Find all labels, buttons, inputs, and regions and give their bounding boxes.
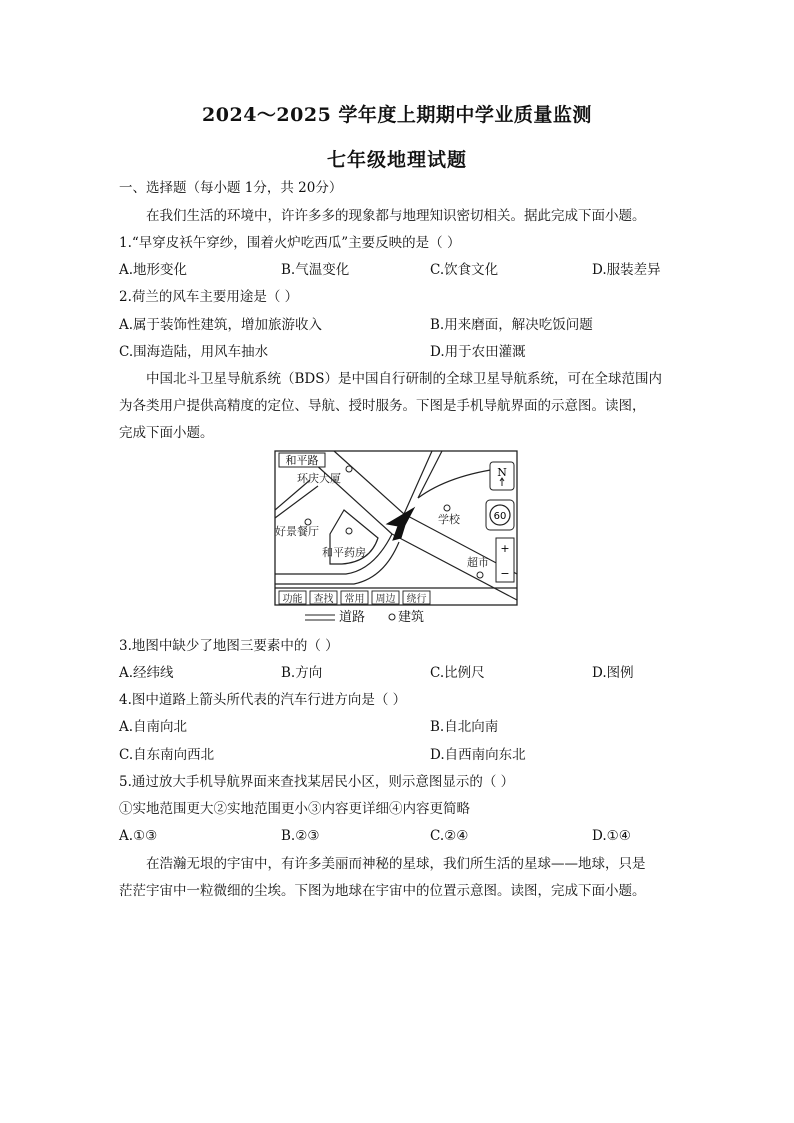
speed-limit-value: 60 [493,511,507,522]
question-5-stem: 5.通过放大手机导航界面来查找某居民小区，则示意图显示的（ ） [119,774,515,790]
passage-2-line-3: 完成下面小题。 [119,425,214,441]
map-building-huanqing: 环庆大厦 [297,472,341,485]
question-2-option-d: D.用于农田灌溉 [430,344,526,360]
question-2-stem: 2.荷兰的风车主要用途是（ ） [119,289,299,305]
section-intro: 在我们生活的环境中，许许多多的现象都与地理知识密切相关。据此完成下面小题。 [146,208,646,224]
question-3-stem: 3.地图中缺少了地图三要素中的（ ） [119,638,339,654]
navigation-map-figure [274,450,518,606]
question-1-option-c: C.饮食文化 [430,262,499,278]
passage-2-line-2: 为各类用户提供高精度的定位、导航、授时服务。下图是手机导航界面的示意图。读图， [119,398,646,414]
question-1-option-d: D.服装差异 [592,262,661,278]
legend-road-symbol [305,611,335,625]
map-button-nearby[interactable]: 周边 [375,594,396,605]
passage-3-line-1: 在浩瀚无垠的宇宙中，有许多美丽而神秘的星球，我们所生活的星球——地球，只是 [146,856,646,872]
map-building-heping-pharmacy: 和平药房 [322,546,366,559]
question-4-option-a: A.自南向北 [119,719,188,735]
question-1-option-a: A.地形变化 [119,262,188,278]
question-2-option-a: A.属于装饰性建筑，增加旅游收入 [119,317,323,333]
map-button-common[interactable]: 常用 [344,594,365,605]
passage-3-line-2: 茫茫宇宙中一粒微细的尘埃。下图为地球在宇宙中的位置示意图。读图，完成下面小题。 [119,883,646,899]
zoom-in-button[interactable]: + [500,542,510,555]
section-heading: 一、选择题（每小题 1分，共 20分） [119,180,343,196]
zoom-out-button[interactable]: − [500,567,510,580]
question-4-stem: 4.图中道路上箭头所代表的汽车行进方向是（ ） [119,692,407,708]
question-5-option-d: D.①④ [592,828,631,844]
question-3-option-a: A.经纬线 [119,665,174,681]
question-3-option-c: C.比例尺 [430,665,485,681]
question-5-option-a: A.①③ [119,828,158,844]
question-5-option-c: C.②④ [430,828,469,844]
legend-building-icon [387,612,397,622]
question-2-option-c: C.围海造陆，用风车抽水 [119,344,269,360]
map-button-function[interactable]: 功能 [282,594,303,605]
map-building-haojing: 好景餐厅 [275,525,319,538]
map-road-label: 和平路 [285,454,319,467]
map-building-supermarket: 超市 [467,556,489,569]
legend-building-label: 建筑 [398,610,425,625]
map-button-detour[interactable]: 绕行 [406,594,427,605]
exam-title: 2024～2025 学年度上期期中学业质量监测 [202,104,592,126]
map-building-school: 学校 [438,513,460,526]
question-2-option-b: B.用来磨面，解决吃饭问题 [430,317,593,333]
question-5-option-b: B.②③ [281,828,320,844]
question-1-stem: 1.“早穿皮袄午穿纱，围着火炉吃西瓜”主要反映的是（ ） [119,235,461,251]
question-4-option-d: D.自西南向东北 [430,747,526,763]
question-5-choices: ①实地范围更大②实地范围更小③内容更详细④内容更简略 [119,801,470,817]
passage-2-line-1: 中国北斗卫星导航系统（BDS）是中国自行研制的全球卫星导航系统，可在全球范围内 [146,371,662,387]
question-4-option-c: C.自东南向西北 [119,747,215,763]
north-label: N [497,466,507,479]
question-1-option-b: B.气温变化 [281,262,350,278]
map-button-search[interactable]: 查找 [313,594,334,605]
question-4-option-b: B.自北向南 [430,719,499,735]
exam-subtitle: 七年级地理试题 [326,149,467,171]
question-3-option-b: B.方向 [281,665,323,681]
legend-road-label: 道路 [339,610,366,625]
question-3-option-d: D.图例 [592,665,634,681]
